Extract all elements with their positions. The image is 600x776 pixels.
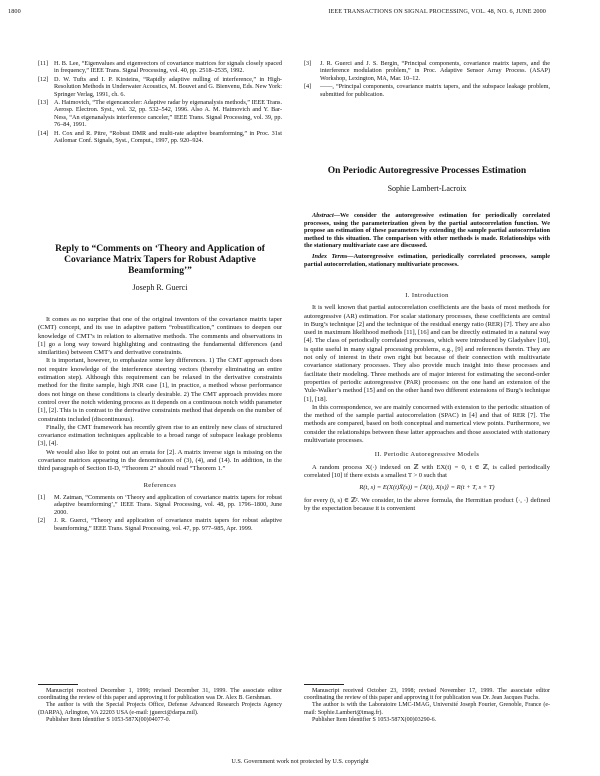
top-left-references bbox=[38, 60, 282, 145]
right-article-title: On Periodic Autoregressive Processes Estimation bbox=[327, 166, 527, 176]
abstract-text: We consider the autoregressive estimation for periodically correlated processes, using the parameterization given by the partial autocorrelation function. We propose an estimation of these parameters by extending the sample partial autocorrelation method to this situation. The comparison with other methods is made. Relationships with the stationary multivariate case are discussed. bbox=[304, 212, 550, 250]
footnote: Publisher Item Identifier S 1053-587X(00)04077-0. bbox=[46, 716, 171, 723]
section-heading: I. Introduction bbox=[405, 292, 449, 299]
paragraph: for every (t, s) ∈ ℤ². We consider, in the above formula, the Hermitian product ⟨·, ·⟩ defined by the expectation because it is convenient bbox=[304, 496, 550, 512]
section-heading: II. Periodic Autoregressive Models bbox=[374, 451, 480, 459]
footnote-rule bbox=[304, 684, 344, 685]
footnote: Manuscript received December 1, 1999; revised December 31, 1999. The associate editor coordinating the review of this paper and approving it for publication was Dr. Alex B. Gershman. bbox=[38, 688, 282, 702]
references-heading: References bbox=[143, 481, 177, 489]
abstract-block bbox=[304, 212, 550, 268]
left-footnotes bbox=[38, 688, 282, 724]
left-article-header bbox=[38, 244, 282, 292]
footnote: Publisher Item Identifier S 1053-587X(00)03290-6. bbox=[312, 716, 437, 723]
paragraph: A random process X(·) indexed on ℤ with EX(t) = 0, t ∈ ℤ, is called periodically correlated [10] if there exists a smallest T > 0 such that bbox=[304, 463, 550, 479]
right-article-author: Sophie Lambert-Lacroix bbox=[387, 184, 467, 193]
reference-item: [1] M. Zatman, “Comments on ‘Theory and application of covariance matrix tapers for robust adaptive beamforming’,” IEEE Trans. Signal Processing, vol. 48, pp. 1796–1800, June 2000. bbox=[38, 493, 282, 516]
right-footnotes bbox=[304, 688, 550, 724]
left-article-title: Reply to “Comments on ‘Theory and Application of Covariance Matrix Tapers for Robust Adaptive Beamforming’” bbox=[55, 244, 265, 276]
reference-item: [3] J. R. Guerci and J. S. Bergin, “Principal components, covariance matrix tapers, and the interference modulation problem,” in Proc. Adaptive Sensor Array Process. (ASAP) Workshop, Lexington, MA, Mar. 10–12. bbox=[304, 60, 550, 82]
footnote: The author is with the Special Projects Office, Defense Advanced Research Projects Agency (DARPA), Arlington, VA 22203 USA (e-mail: jguerci@darpa.mil). bbox=[38, 702, 282, 716]
journal-header: IEEE TRANSACTIONS ON SIGNAL PROCESSING, VOL. 48, NO. 6, JUNE 2000 bbox=[328, 8, 546, 15]
paragraph: Finally, the CMT framework has recently given rise to an entirely new class of structured covariance estimation techniques applicable to a broad range of subspace leakage problems [3], [4]. bbox=[38, 423, 282, 448]
page-number: 1800 bbox=[8, 8, 21, 15]
reference-item: [14] H. Cox and R. Pitre, “Robust DMR and multi-rate adaptive beamforming,” in Proc. 31st Asilomar Conf. Signals, Syst., Comput., 1997, pp. 920–924. bbox=[38, 129, 282, 145]
left-article-author: Joseph R. Guerci bbox=[132, 283, 188, 292]
paragraph: We would also like to point out an errata for [2]. A matrix inverse sign is missing on the covariance matrices appearing in the denominators of (3), (4), and (14). In addition, in the third paragraph of Section II-D, “Theorem 2” should read “Theorem 1.” bbox=[38, 448, 282, 473]
footnote-rule bbox=[38, 684, 78, 685]
left-article-body bbox=[38, 316, 282, 533]
abstract-label: Abstract— bbox=[312, 212, 340, 219]
index-terms: Autoregressive estimation, periodically correlated processes, sample partial autocorrelation, stationary multivariate processes. bbox=[304, 252, 550, 268]
footnote: Manuscript received October 23, 1998; revised November 17, 1999. The associate editor coordinating the review of this paper and approving it for publication was Dr. Jean Jacques Fuchs. bbox=[304, 688, 550, 702]
paragraph: It comes as no surprise that one of the original inventors of the covariance matrix taper (CMT) concept, and its use in adaptive pattern “robustification,” continues to deepen our knowledge of CMT’s in relation to alternative methods. The comments and observations in [1] go a long way toward highlighting and contrasting the fundamental differences (and similarities) between CMT’s and derivative constraints. bbox=[38, 316, 282, 357]
right-article-header bbox=[304, 166, 550, 193]
top-right-references bbox=[304, 60, 550, 99]
copyright-footer: U.S. Government work not protected by U.S. copyright bbox=[231, 758, 369, 765]
paragraph: It is well known that partial autocorrelation coefficients are the basis of most methods for autoregressive (AR) estimation. For scalar stationary processes, these coefficients are central in Burg’s technique [2] and the technique of the residual energy ratio (RER) [7]. They are also used in maximum likelihood methods [11], [16] and can be directly estimated in a natural way [4]. The class of periodically correlated processes, which were introduced by Gladyshev [10], is quite useful in many signal processing problems, e.g., [9] and references therein. They are not only of interest in their own right but because of their connection with multivariate covariance stationary processes. They also provide much insight into these processes and facilitate their modeling. Three methods are of major interest for estimating the second-order properties of periodic autoregressive (PAR) processes: on the one hand an extension of the Yule-Walker’s method [15] and on the other hand two different extensions of Burg’s technique [1], [18]. bbox=[304, 304, 550, 403]
equation: R(t, s) = E(X(t)X̅(s)) = ⟨X(t), X(s)⟩ = R(t + T, s + T) bbox=[359, 484, 495, 492]
index-terms-label: Index Terms— bbox=[312, 252, 354, 260]
footnote: The author is with the Laboratoire LMC-IMAG, Université Joseph Fourier, Grenoble, France (e-mail: Sophie.Lambert@imag.fr). bbox=[304, 702, 550, 716]
right-article-body bbox=[304, 286, 550, 513]
reference-item: [13] A. Haimovich, “The eigencanceler: Adaptive radar by eigenanalysis methods,” IEEE Trans. Aerosp. Electron. Syst., vol. 32, pp. 532–542, 1996. Also A. M. Haimovich and Y. Bar-Ness, “An eigenanalysis interference canceler,” IEEE Trans. Signal Processing, vol. 39, pp. 76–84, 1991. bbox=[38, 99, 282, 129]
paragraph: It is important, however, to emphasize some key differences. 1) The CMT approach does not require knowledge of the interference steering vectors (thereby eliminating an entire estimation step). Although this requirement can be relaxed in the derivative constraints method for the finite sample, high JNR case [1], in practice, a method whose performance does not hinge on these conditions is clearly desirable. 2) The CMT approach provides more control over the notch widening process as it depends on a continuous notch width parameter [1], [2]. This is in contrast to the derivative constraints method that depends on the number of constraints included (discontinuous). bbox=[38, 357, 282, 423]
reference-item: [11] H. B. Lee, “Eigenvalues and eigenvectors of covariance matrices for signals closely spaced in frequency,” IEEE Trans. Signal Processing, vol. 40, pp. 2518–2535, 1992. bbox=[38, 60, 282, 75]
reference-item: [12] D. W. Tufts and I. P. Kirsteins, “Rapidly adaptive nulling of interference,” in High-Resolution Methods in Underwater Acoustics, M. Bouvet and G. Bienvenu, Eds. New York: Springer Verlag, 1991, ch. 6. bbox=[38, 75, 282, 98]
reference-item: [2] J. R. Guerci, “Theory and application of covariance matrix tapers for robust adaptive beamforming,” IEEE Trans. Signal Processing, vol. 47, pp. 977–985, Apr. 1999. bbox=[38, 517, 282, 532]
reference-item: [4] ——, “Principal components, covariance matrix tapers, and the subspace leakage problem, submitted for publication. bbox=[304, 83, 550, 98]
paragraph: In this correspondence, we are mainly concerned with extension to the periodic situation of the method of the sample partial autocorrelation (SPAC) in [4] and that of RER [7]. The methods are compared, based on both conceptual and numerical view points. Furthermore, we consider the relationships between these latter approaches and those associated with stationary multivariate processes. bbox=[304, 403, 550, 445]
